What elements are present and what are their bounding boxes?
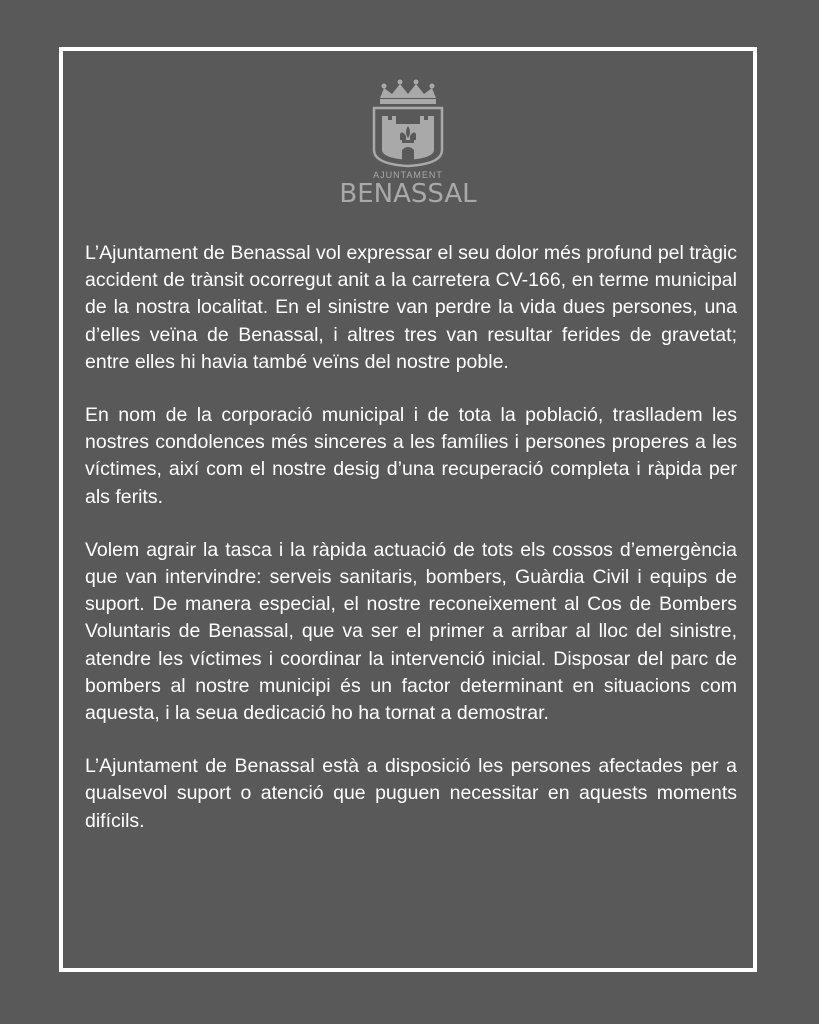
ajuntament-logo — [318, 78, 498, 210]
logo-name: BENASSAL — [339, 179, 477, 209]
paragraph: En nom de la corporació municipal i de tota la població, traslladem les nostres condolences més sinceres a les famílies i persones properes a les víctimes, així com el nostre desig d’una recuperació completa i ràpida per als ferits. — [85, 404, 737, 508]
statement-body — [85, 240, 737, 861]
paragraph: Volem agrair la tasca i la ràpida actuació de tots els cossos d’emergència que van intervindre: serveis sanitaris, bombers, Guàrdia Civil i equips de suport. De manera especial, el nostre reconeixement al Cos de Bombers Voluntaris de Benassal, que va ser el primer a arribar al lloc del sinistre, atendre les víctimes i coordinar la intervenció inicial. Disposar del parc de bombers al nostre municipi és un factor determinant en situacions com aquesta, i la seua dedicació ho ha tornat a demostrar. — [85, 538, 737, 725]
paragraph: L’Ajuntament de Benassal vol expressar el seu dolor més profund pel tràgic accident de trànsit ocorregut anit a la carretera CV-166, en terme municipal de la nostra localitat. En el sinistre van perdre la vida dues persones, una d’elles veïna de Benassal, i altres tres van resultar ferides de gravetat; entre elles hi havia també veïns del nostre poble. — [85, 242, 737, 373]
crowned-castle-coat-of-arms-icon — [318, 78, 498, 170]
paragraph: L’Ajuntament de Benassal està a disposició les persones afectades per a qualsevol suport o atenció que puguen necessitar en aquests moments difícils. — [85, 755, 737, 832]
logo-subtitle: AJUNTAMENT — [373, 170, 443, 180]
